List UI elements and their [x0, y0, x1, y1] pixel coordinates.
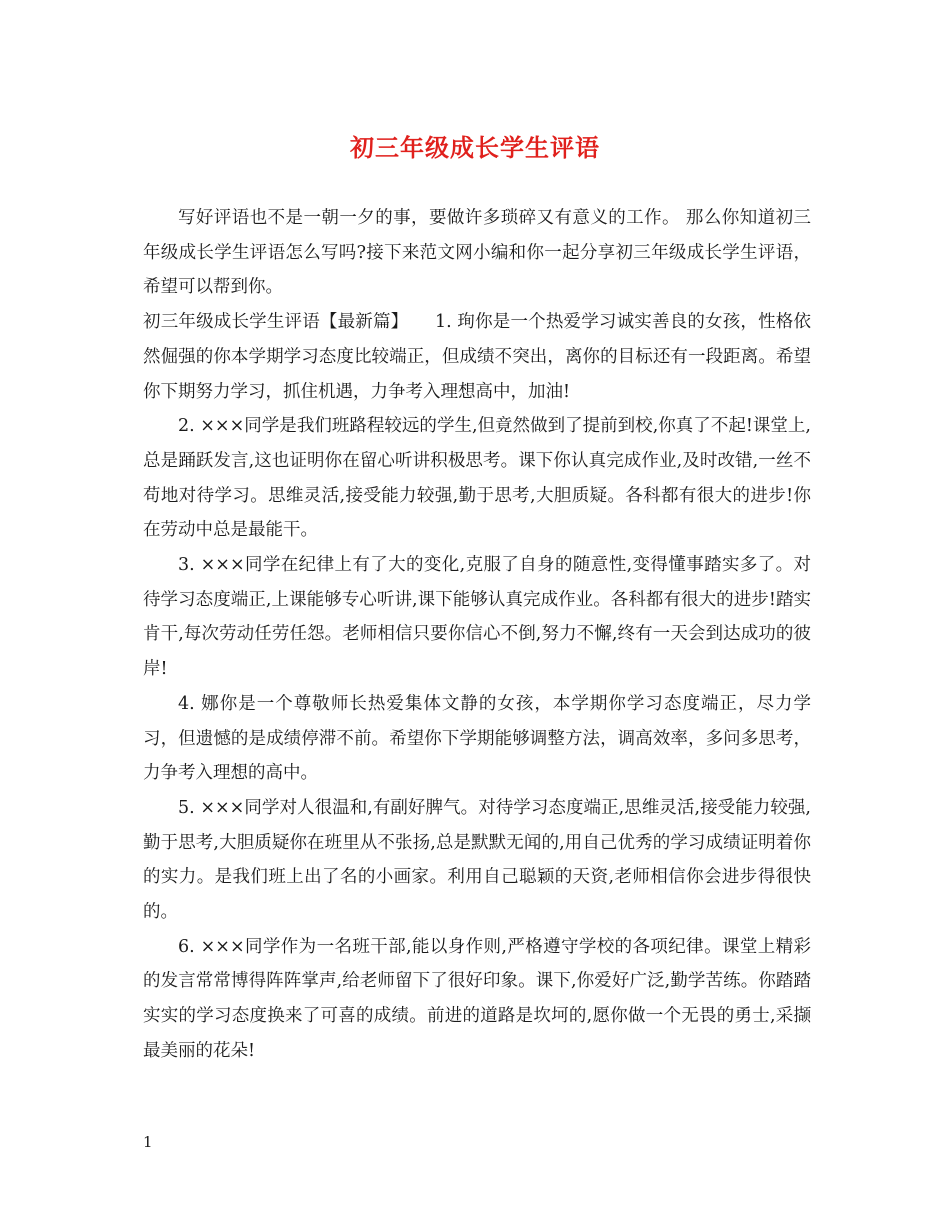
comment-paragraph-3: 3. ×××同学在纪律上有了大的变化,克服了自身的随意性,变得懂事踏实多了。对待学习态度端正,上课能够专心听讲,课下能够认真完成作业。各科都有很大的进步!踏实肯干,每次劳动任劳任怨。老师相信只要你信心不倒,努力不懈,终有一天会到达成功的彼岸!: [143, 555, 811, 680]
page-number: 1: [143, 1133, 153, 1151]
comment-paragraph-6: 6. ×××同学作为一名班干部,能以身作则,严格遵守学校的各项纪律。课堂上精彩的发言常常博得阵阵掌声,给老师留下了很好印象。课下,你爱好广泛,勤学苦练。你踏踏实实的学习态度换来了可喜的成绩。前进的道路是坎坷的,愿你做一个无畏的勇士,采撷最美丽的花朵!: [143, 936, 811, 1061]
document-body: [143, 201, 811, 1069]
comment-paragraph-1: 初三年级成长学生评语【最新篇】 1. 珣你是一个热爱学习诚实善良的女孩，性格依然倔强的你本学期学习态度比较端正，但成绩不突出，离你的目标还有一段距离。希望你下期努力学习，抓住机遇，力争考入理想高中，加油!: [143, 312, 811, 402]
comment-paragraph-4: 4. 娜你是一个尊敬师长热爱集体文静的女孩，本学期你学习态度端正，尽力学习，但遗憾的是成绩停滞不前。希望你下学期能够调整方法，调高效率，多问多思考，力争考入理想的高中。: [143, 693, 811, 784]
document-title: 初三年级成长学生评语: [350, 133, 600, 162]
comment-paragraph-2: 2. ×××同学是我们班路程较远的学生,但竟然做到了提前到校,你真了不起!课堂上,总是踊跃发言,这也证明你在留心听讲积极思考。课下你认真完成作业,及时改错,一丝不苟地对待学习。思维灵活,接受能力较强,勤于思考,大胆质疑。各科都有很大的进步!你在劳动中总是最能干。: [143, 416, 811, 541]
intro-paragraph: 写好评语也不是一朝一夕的事，要做许多琐碎又有意义的工作。 那么你知道初三年级成长学生评语怎么写吗?接下来范文网小编和你一起分享初三年级成长学生评语，希望可以帮到你。: [143, 208, 811, 298]
comment-paragraph-5: 5. ×××同学对人很温和,有副好脾气。对待学习态度端正,思维灵活,接受能力较强,勤于思考,大胆质疑你在班里从不张扬,总是默默无闻的,用自己优秀的学习成绩证明着你的实力。是我们班上出了名的小画家。利用自己聪颖的天资,老师相信你会进步得很快的。: [143, 797, 811, 923]
